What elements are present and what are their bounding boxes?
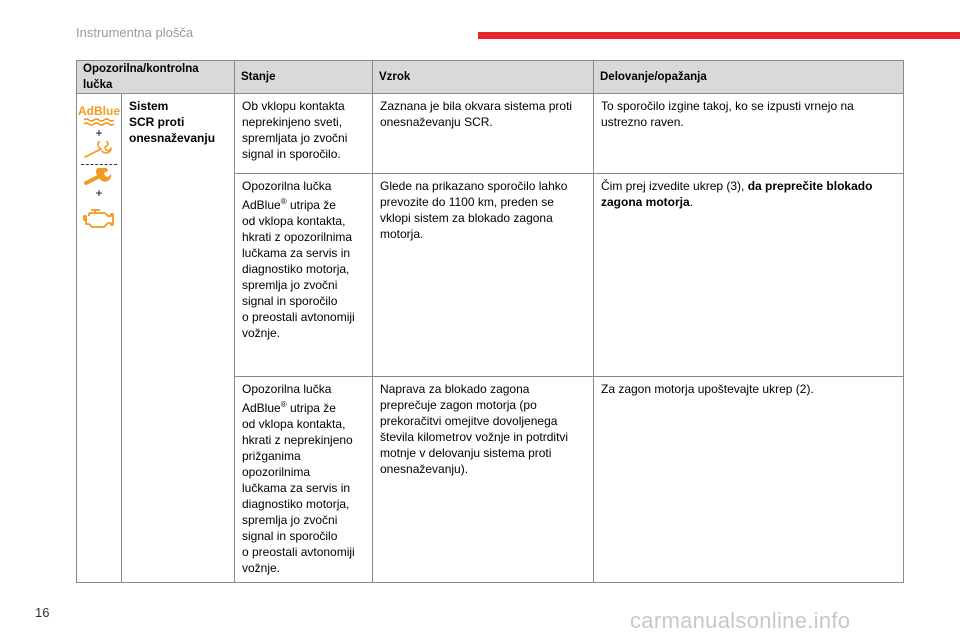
text-line: hkrati z neprekinjeno [242, 433, 353, 447]
text-line [601, 194, 896, 210]
warning-lamp-table [76, 60, 904, 583]
text-fragment: utripa že [286, 401, 336, 415]
text-line: motnje v delovanju sistema proti [380, 446, 552, 460]
text-line: spremlja jo zvočni [242, 278, 338, 292]
text-line: prevozite do 1100 km, preden se [380, 195, 554, 209]
text-line [242, 397, 365, 416]
text-line: od vklopa kontakta, [242, 417, 346, 431]
text-line: spremlja jo zvočni [242, 513, 338, 527]
wrench-outline-icon [82, 141, 116, 161]
vzrok-cell [373, 174, 594, 377]
text-line: vožnje. [242, 326, 281, 340]
table-row [77, 94, 904, 174]
text-line: diagnostiko motorja, [242, 262, 350, 276]
system-name-cell [122, 94, 235, 583]
bold-text: zagona motorja [601, 195, 690, 209]
text-line: vožnje. [242, 561, 281, 575]
stanje-cell [235, 377, 373, 583]
text-fragment: . [689, 195, 694, 209]
text-line: preprečuje zagon motorja (po [380, 398, 537, 412]
wrench-icon [82, 168, 116, 186]
table-header-row [77, 61, 904, 94]
system-label-line: SCR proti [129, 115, 185, 129]
plus-sign: + [95, 186, 103, 200]
text-line: Ob vklopu kontakta [242, 99, 345, 113]
text-line: Opozorilna lučka [242, 179, 332, 193]
text-line: števila kilometrov vožnje in potrditvi [380, 430, 569, 444]
column-header-delovanje: Delovanje/opažanja [594, 61, 904, 94]
page-number: 16 [35, 605, 50, 620]
column-header-vzrok: Vzrok [373, 61, 594, 94]
text-line: vklopi sistem za blokado zagona [380, 211, 553, 225]
text-line: signal in sporočilo [242, 294, 338, 308]
stanje-cell [235, 174, 373, 377]
system-label-line: onesnaževanju [129, 131, 216, 145]
text-line: opozorilnima [242, 465, 311, 479]
text-line: ustrezno raven. [601, 115, 684, 129]
text-line: Opozorilna lučka [242, 382, 332, 396]
text-line: lučkama za servis in [242, 481, 351, 495]
delovanje-cell [594, 94, 904, 174]
delovanje-cell [594, 174, 904, 377]
vzrok-cell [373, 377, 594, 583]
delovanje-cell [594, 377, 904, 583]
text-line: onesnaževanju). [380, 462, 469, 476]
text-fragment: AdBlue [242, 198, 281, 212]
header-accent-bar [478, 32, 960, 39]
system-label-line: Sistem [129, 99, 169, 113]
text-line: o preostali avtonomiji [242, 310, 355, 324]
text-line: neprekinjeno sveti, [242, 115, 343, 129]
adblue-wave-icon [82, 118, 116, 126]
text-line: Zaznana je bila okvara sistema proti [380, 99, 573, 113]
text-line: spremljata jo zvočni [242, 131, 348, 145]
adblue-warning-icon: AdBlue [78, 104, 120, 118]
text-line: prekoračitvi omejitve dovoljenega [380, 414, 558, 428]
watermark: carmanualsonline.info [630, 608, 851, 633]
registered-mark: ® [280, 197, 287, 206]
warning-icons-cell [77, 94, 122, 583]
text-fragment: AdBlue [242, 401, 281, 415]
text-line: Glede na prikazano sporočilo lahko [380, 179, 568, 193]
page-header-title: Instrumentna plošča [76, 25, 194, 40]
text-line: To sporočilo izgine takoj, ko se izpusti vrnejo na [601, 99, 854, 113]
text-line: od vklopa kontakta, [242, 214, 346, 228]
icon-separator [81, 164, 117, 165]
text-line: hkrati z opozorilnima [242, 230, 353, 244]
text-fragment: utripa že [286, 198, 336, 212]
stanje-cell [235, 94, 373, 174]
registered-mark: ® [280, 400, 287, 409]
text-line: prižganima [242, 449, 301, 463]
text-line: o preostali avtonomiji [242, 545, 355, 559]
text-line [601, 178, 896, 194]
text-line [242, 194, 365, 213]
vzrok-cell [373, 94, 594, 174]
text-line: onesnaževanju SCR. [380, 115, 493, 129]
column-header-stanje: Stanje [235, 61, 373, 94]
plus-sign: + [95, 126, 103, 140]
engine-warning-icon [82, 205, 116, 231]
text-line: Naprava za blokado zagona [380, 382, 530, 396]
text-line: lučkama za servis in [242, 246, 351, 260]
column-header-lamp: Opozorilna/kontrolna lučka [77, 61, 235, 94]
text-line: signal in sporočilo. [242, 147, 341, 161]
bold-text: da preprečite blokado [747, 179, 873, 193]
text-line: motorja. [380, 227, 424, 241]
text-fragment: Čim prej izvedite ukrep (3), [601, 179, 748, 193]
text-line: diagnostiko motorja, [242, 497, 350, 511]
text-line: Za zagon motorja upoštevajte ukrep (2). [601, 382, 814, 396]
text-line: signal in sporočilo [242, 529, 338, 543]
